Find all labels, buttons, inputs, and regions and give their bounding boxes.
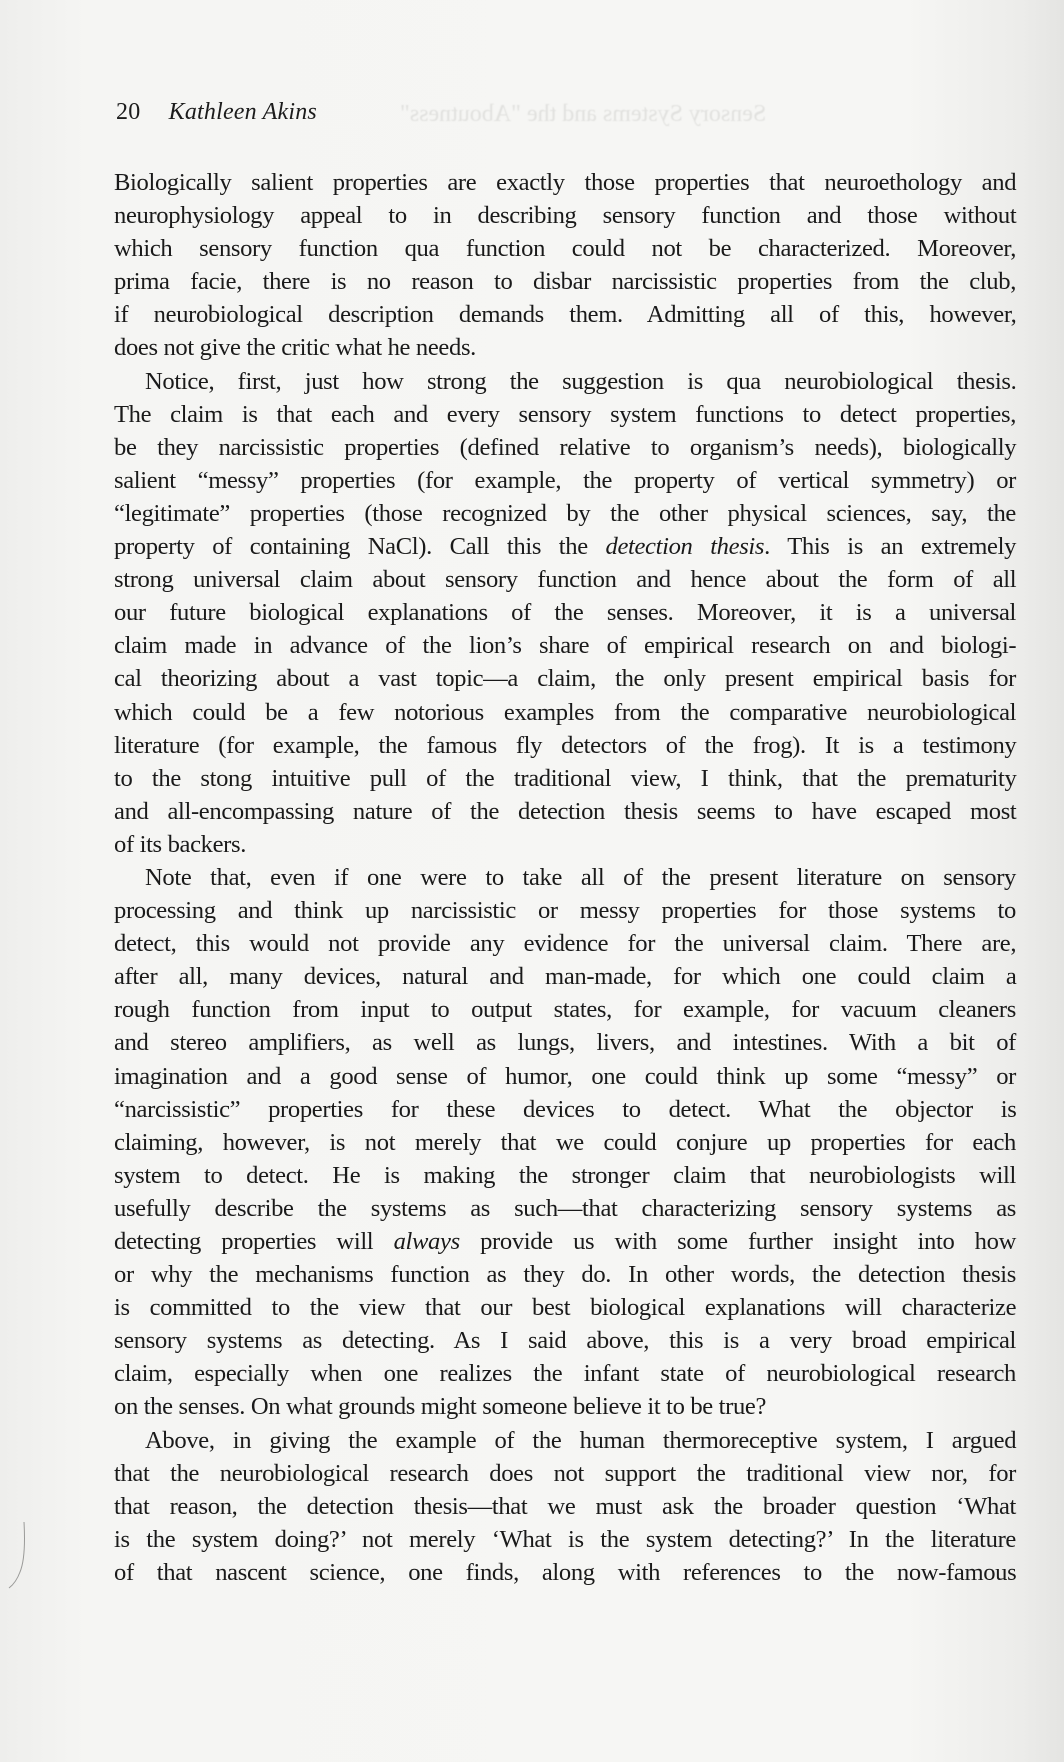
text-line: prima facie, there is no reason to disbar narcissistic properties from the club, [114, 268, 1016, 296]
text-line: is the system doing?’ not merely ‘What is the system detecting?’ In the literature [114, 1525, 1016, 1553]
text-line [114, 530, 1016, 563]
text-line: detect, this would not provide any evidence for the universal claim. There are, [114, 930, 1017, 958]
text-line: and stereo amplifiers, as well as lungs, livers, and intestines. With a bit of [114, 1029, 1016, 1057]
text-line: be they narcissistic properties (defined relative to organism’s needs), biologically [114, 433, 1017, 461]
text-run: detecting properties will [114, 1228, 394, 1255]
text-line: if neurobiological description demands them. Admitting all of this, however, [114, 301, 1017, 329]
bleed-through-heading: Sensory Systems and the "Aboutness" [400, 101, 767, 127]
text-line: salient “messy” properties (for example, the property of vertical symmetry) or [114, 466, 1016, 494]
text-line: Note that, even if one were to take all of the present literature on sensory [145, 863, 1016, 891]
text-line [114, 1225, 1016, 1258]
text-line: The claim is that each and every sensory system functions to detect properties, [114, 400, 1016, 428]
text-line: claim, especially when one realizes the infant state of neurobiological research [114, 1360, 1016, 1388]
text-run: . This is an extremely [764, 533, 1017, 561]
text-line: after all, many devices, natural and man-made, for which one could claim a [114, 963, 1017, 991]
text-line: “narcissistic” properties for these devices to detect. What the objector is [114, 1095, 1017, 1123]
text-line: rough function from input to output states, for example, for vacuum cleaners [114, 996, 1016, 1024]
text-line: which sensory function qua function could not be characterized. Moreover, [114, 235, 1017, 263]
text-line: strong universal claim about sensory function and hence about the form of all [114, 566, 1017, 594]
text-line: our future biological explanations of the senses. Moreover, it is a universal [114, 599, 1016, 627]
text-line: on the senses. On what grounds might someone believe it to be true? [114, 1393, 767, 1421]
italic-term: detection thesis [605, 533, 765, 561]
text-line: neurophysiology appeal to in describing sensory function and those without [114, 202, 1017, 230]
text-line: Notice, first, just how strong the suggestion is qua neurobiological thesis. [145, 367, 1017, 395]
text-line: which could be a few notorious examples from the comparative neurobiological [114, 698, 1017, 726]
text-line: claiming, however, is not merely that we could conjure up properties for each [114, 1128, 1016, 1156]
text-line: literature (for example, the famous fly detectors of the frog). It is a testimony [114, 731, 1017, 759]
text-line: cal theorizing about a vast topic—a claim, the only present empirical basis for [114, 665, 1016, 693]
text-line: Biologically salient properties are exactly those properties that neuroethology and [114, 169, 1017, 196]
text-line: that the neurobiological research does not support the traditional view nor, for [114, 1459, 1016, 1487]
text-line: that reason, the detection thesis—that we must ask the broader question ‘What [114, 1492, 1016, 1520]
text-line: Above, in giving the example of the human thermoreceptive system, I argued [145, 1426, 1017, 1454]
text-line: does not give the critic what he needs. [114, 334, 476, 362]
text-line: of its backers. [114, 830, 247, 858]
italic-term: always [393, 1228, 460, 1255]
text-line: to the stong intuitive pull of the traditional view, I think, that the prematurity [114, 764, 1017, 792]
text-line: and all-encompassing nature of the detection thesis seems to have escaped most [114, 797, 1017, 825]
pencil-mark-icon [8, 1520, 30, 1590]
text-line: or why the mechanisms function as they do. In other words, the detection thesis [114, 1261, 1016, 1289]
text-line: system to detect. He is making the stronger claim that neurobiologists will [114, 1161, 1016, 1189]
text-line: “legitimate” properties (those recognized by the other physical sciences, say, the [114, 499, 1016, 527]
running-head-author: Kathleen Akins [168, 99, 317, 125]
text-run: provide us with some further insight into how [459, 1228, 1016, 1255]
text-line: processing and think up narcissistic or messy properties for those systems to [114, 897, 1016, 925]
text-line: imagination and a good sense of humor, one could think up some “messy” or [114, 1062, 1016, 1090]
page-number: 20 [116, 99, 141, 125]
text-line: usefully describe the systems as such—that characterizing sensory systems as [114, 1194, 1016, 1222]
text-line: sensory systems as detecting. As I said above, this is a very broad empirical [114, 1327, 1016, 1355]
text-line: claim made in advance of the lion’s share of empirical research on and biologi- [114, 632, 1017, 660]
text-line: is committed to the view that our best biological explanations will characterize [114, 1294, 1017, 1322]
running-head [116, 96, 317, 128]
text-line: of that nascent science, one finds, along with references to the now-famous [114, 1558, 1017, 1586]
body-text [114, 166, 1016, 1589]
text-run: property of containing NaCl). Call this the [114, 533, 606, 561]
